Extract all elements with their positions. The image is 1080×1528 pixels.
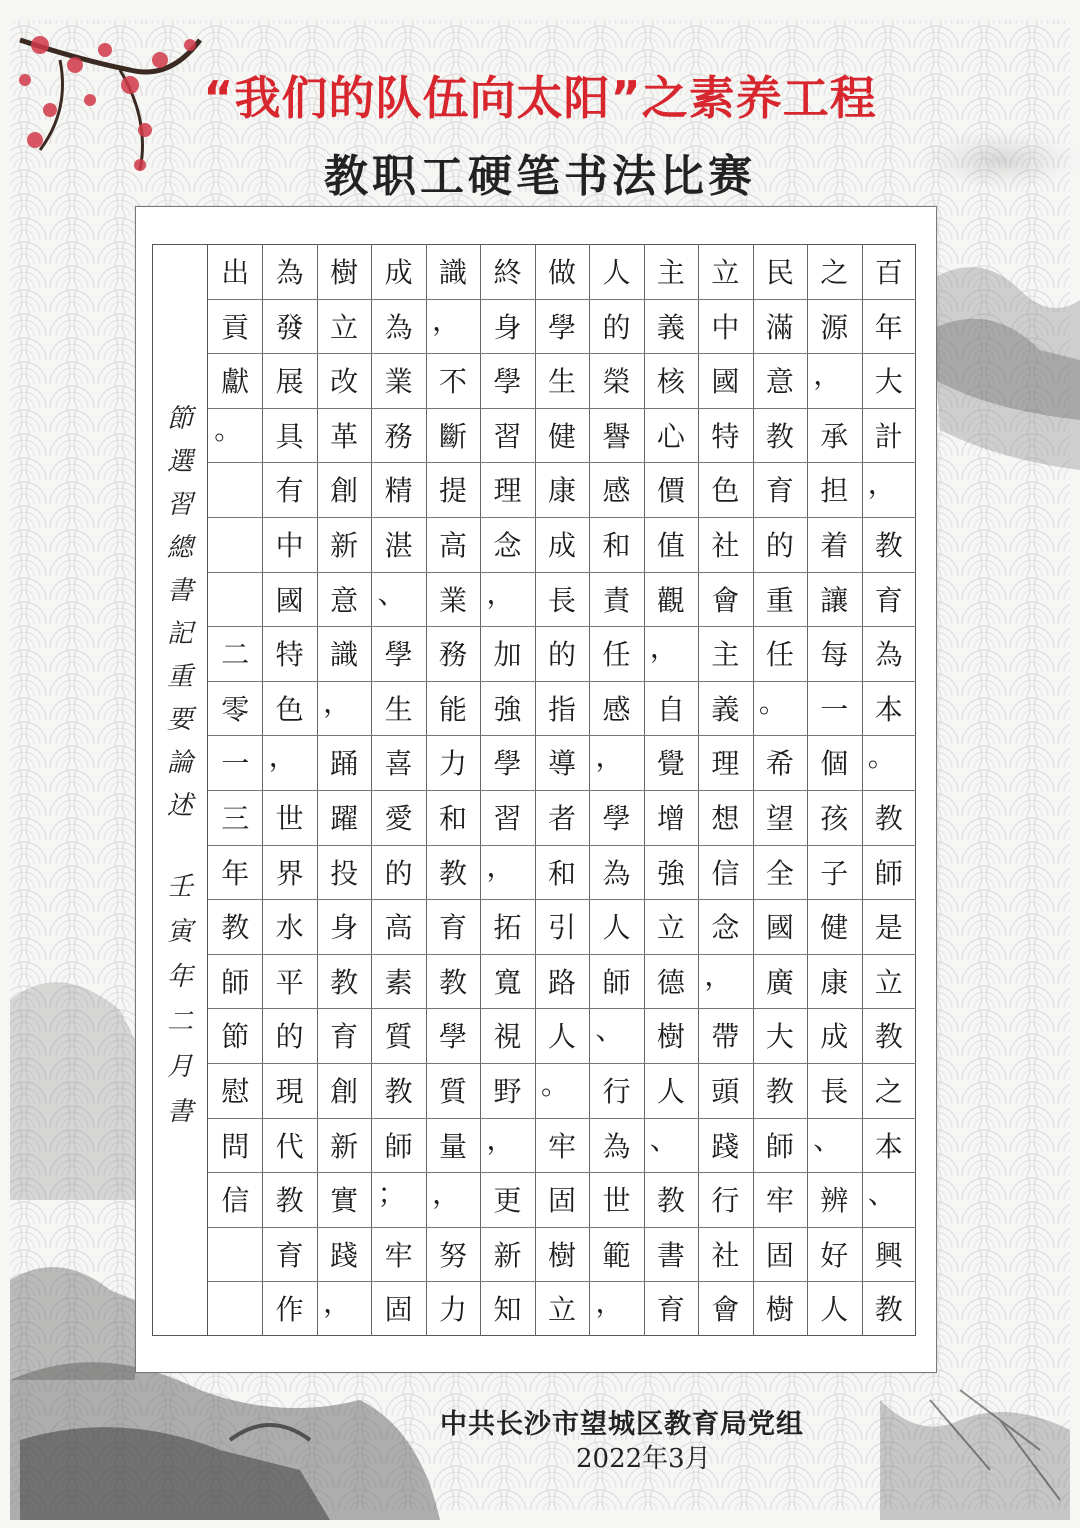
grid-character: 德 — [656, 965, 685, 999]
grid-character: ； — [377, 1177, 406, 1211]
grid-character: 主 — [656, 256, 685, 289]
signature-character: 重 — [166, 662, 193, 692]
grid-character: 意 — [330, 583, 359, 617]
grid-character: 的 — [765, 529, 794, 562]
grid-character: 水 — [275, 911, 304, 945]
grid-character: 教 — [384, 1075, 413, 1108]
grid-character: 師 — [765, 1129, 794, 1163]
grid-character: 責 — [602, 583, 631, 617]
grid-character: 生 — [384, 692, 413, 726]
grid-character: 教 — [330, 965, 359, 999]
grid-character: 世 — [275, 802, 304, 835]
grid-character: 樹 — [765, 1293, 794, 1327]
grid-character: 高 — [439, 529, 468, 562]
grid-character: 育 — [330, 1020, 359, 1054]
grid-character: 興 — [874, 1238, 903, 1272]
grid-character: 讓 — [820, 583, 849, 617]
grid-character: ， — [595, 740, 624, 774]
grid-character: 、 — [813, 1122, 842, 1156]
grid-character: 百 — [874, 256, 903, 289]
grid-character: 為 — [602, 856, 631, 890]
grid-character: 習 — [493, 419, 522, 453]
grid-character: ， — [649, 631, 678, 665]
grid-character: 強 — [493, 692, 522, 726]
grid-character: 信 — [711, 856, 740, 890]
signature-character: 述 — [166, 791, 193, 821]
grid-character: 、 — [867, 1177, 896, 1211]
grid-character: 務 — [384, 419, 413, 453]
grid-character: 榮 — [602, 365, 631, 399]
grid-character: 之 — [874, 1075, 903, 1108]
grid-character: 固 — [384, 1293, 413, 1327]
grid-character: 之 — [820, 256, 849, 289]
grid-character: 全 — [765, 856, 794, 890]
grid-character: 計 — [874, 419, 903, 453]
grid-character: 學 — [384, 638, 413, 672]
grid-character: 教 — [874, 1020, 903, 1054]
grid-character: 教 — [221, 911, 250, 945]
signature-character: 論 — [166, 748, 193, 778]
grid-character: 習 — [493, 802, 522, 835]
signature-character: 習 — [166, 490, 193, 520]
grid-character: 覺 — [656, 747, 685, 781]
grid-character: 務 — [439, 638, 468, 672]
grid-character: 出 — [221, 256, 250, 289]
grid-character: 業 — [439, 583, 468, 617]
grid-character: 是 — [874, 911, 903, 945]
grid-character: 。 — [867, 740, 896, 774]
grid-character: 發 — [275, 310, 304, 344]
grid-character: 的 — [547, 638, 576, 672]
grid-character: 三 — [221, 802, 250, 835]
grid-character: 年 — [221, 856, 250, 890]
grid-character: 學 — [493, 747, 522, 781]
grid-character: 改 — [330, 365, 359, 399]
grid-character: 一 — [221, 747, 250, 781]
grid-character: 想 — [711, 802, 740, 835]
grid-character: 作 — [275, 1293, 304, 1327]
grid-character: 為 — [275, 256, 304, 289]
grid-character: 立 — [711, 256, 740, 289]
grid-character: 人 — [547, 1020, 576, 1054]
grid-character: 教 — [874, 1293, 903, 1327]
grid-character: 喜 — [384, 747, 413, 781]
grid-character: 年 — [874, 310, 903, 344]
grid-character: 着 — [820, 529, 849, 562]
grid-character: 野 — [493, 1075, 522, 1108]
grid-character: 長 — [820, 1075, 849, 1108]
grid-character: 健 — [547, 419, 576, 453]
grid-character: 和 — [602, 529, 631, 562]
grid-character: 廣 — [765, 965, 794, 999]
grid-character: 師 — [384, 1129, 413, 1163]
grid-character: 踐 — [711, 1129, 740, 1163]
grid-character: 的 — [602, 310, 631, 344]
grid-character: 固 — [547, 1184, 576, 1218]
grid-character: 心 — [656, 419, 685, 453]
grid-character: 大 — [874, 365, 903, 399]
grid-character: 的 — [384, 856, 413, 890]
signature-character: 寅 — [166, 917, 193, 947]
grid-character: 世 — [602, 1184, 631, 1218]
grid-character: 感 — [602, 692, 631, 726]
grid-character: 踊 — [330, 747, 359, 781]
grid-character: 子 — [820, 856, 849, 890]
grid-character: 為 — [874, 638, 903, 672]
grid-character: 色 — [275, 692, 304, 726]
grid-character: 核 — [656, 365, 685, 399]
grid-character: 高 — [384, 911, 413, 945]
grid-character: 力 — [439, 1293, 468, 1327]
grid-character: 增 — [656, 802, 685, 835]
grid-character: 和 — [439, 802, 468, 835]
grid-character: 意 — [765, 365, 794, 399]
grid-character: 指 — [547, 692, 576, 726]
grid-character: 會 — [711, 583, 740, 617]
grid-character: 念 — [493, 529, 522, 562]
grid-character: 頭 — [711, 1075, 740, 1108]
grid-character: 康 — [547, 474, 576, 508]
grid-character: ， — [268, 740, 297, 774]
grid-character: 寬 — [493, 965, 522, 999]
footer-date: 2022年3月 — [576, 1444, 711, 1474]
page-title: “我们的队伍向太阳”之素养工程 — [203, 71, 877, 125]
grid-character: ， — [432, 303, 461, 337]
grid-character: 望 — [765, 802, 794, 835]
grid-character: 。 — [758, 685, 787, 719]
grid-character: 價 — [656, 474, 685, 508]
grid-character: 新 — [330, 1129, 359, 1163]
grid-character: 國 — [711, 365, 740, 399]
grid-character: 節 — [221, 1020, 250, 1054]
grid-character: 學 — [602, 802, 631, 835]
grid-character: 強 — [656, 856, 685, 890]
grid-character: 健 — [820, 911, 849, 945]
grid-character: 者 — [547, 802, 576, 835]
grid-character: 行 — [711, 1184, 740, 1218]
grid-character: 教 — [439, 856, 468, 890]
grid-character: 識 — [330, 638, 359, 672]
grid-character — [208, 462, 262, 516]
grid-character: 一 — [820, 692, 849, 726]
grid-character: 源 — [820, 310, 849, 344]
grid-character: 視 — [493, 1020, 522, 1054]
grid-character: 好 — [820, 1238, 849, 1272]
grid-character: 拓 — [493, 911, 522, 945]
grid-character: 樹 — [547, 1238, 576, 1272]
grid-character: 任 — [765, 638, 794, 672]
grid-character: 學 — [439, 1020, 468, 1054]
grid-character: 特 — [275, 638, 304, 672]
grid-character: 國 — [765, 911, 794, 945]
grid-character: 康 — [820, 965, 849, 999]
grid-character: 書 — [656, 1238, 685, 1272]
grid-character: 本 — [874, 1129, 903, 1163]
grid-character: 加 — [493, 638, 522, 672]
grid-character: 感 — [602, 474, 631, 508]
grid-character: 生 — [547, 365, 576, 399]
grid-character: 能 — [439, 692, 468, 726]
grid-character: ， — [867, 467, 896, 501]
grid-character: 革 — [330, 419, 359, 453]
grid-character: 希 — [765, 747, 794, 781]
grid-character: 精 — [384, 474, 413, 508]
grid-character: 帶 — [711, 1020, 740, 1054]
grid-character: 國 — [275, 583, 304, 617]
grid-character: 有 — [275, 474, 304, 508]
grid-character: 立 — [330, 310, 359, 344]
grid-character: 學 — [493, 365, 522, 399]
grid-character: 滿 — [765, 310, 794, 344]
grid-character: 中 — [275, 529, 304, 562]
grid-character: 固 — [765, 1238, 794, 1272]
signature-character: 選 — [166, 447, 193, 477]
page-subtitle: 教职工硬笔书法比赛 — [324, 151, 756, 202]
grid-character: 提 — [439, 474, 468, 508]
grid-character: 創 — [330, 474, 359, 508]
grid-character: 人 — [602, 256, 631, 289]
grid-character: ， — [486, 1122, 515, 1156]
grid-character: 教 — [275, 1184, 304, 1218]
grid-character: ， — [704, 958, 733, 992]
grid-character: 教 — [874, 802, 903, 835]
grid-character: 素 — [384, 965, 413, 999]
grid-character: 問 — [221, 1129, 250, 1163]
grid-character: 育 — [765, 474, 794, 508]
grid-character: 做 — [547, 256, 576, 289]
grid-character: 、 — [649, 1122, 678, 1156]
grid-character: 自 — [656, 692, 685, 726]
grid-character: ， — [486, 849, 515, 883]
grid-character: 個 — [820, 747, 849, 781]
grid-character: 教 — [765, 1075, 794, 1108]
grid-character: 力 — [439, 747, 468, 781]
grid-character: 任 — [602, 638, 631, 672]
grid-character: 創 — [330, 1075, 359, 1108]
grid-character — [208, 1281, 262, 1335]
grid-character: 代 — [275, 1129, 304, 1163]
grid-character: 立 — [874, 965, 903, 999]
grid-character: 。 — [214, 412, 243, 446]
grid-character: 新 — [330, 529, 359, 562]
grid-character: 師 — [221, 965, 250, 999]
grid-character: 孩 — [820, 802, 849, 835]
grid-character: 每 — [820, 638, 849, 672]
grid-character: 斷 — [439, 419, 468, 453]
signature-character: 總 — [166, 533, 193, 563]
signature-character: 月 — [166, 1052, 193, 1082]
grid-character: 現 — [275, 1075, 304, 1108]
grid-character: 立 — [656, 911, 685, 945]
signature-character: 年 — [166, 962, 193, 992]
grid-character: ， — [595, 1286, 624, 1320]
grid-character: 主 — [711, 638, 740, 672]
grid-character: 學 — [547, 310, 576, 344]
grid-character: 師 — [602, 965, 631, 999]
grid-character: 為 — [602, 1129, 631, 1163]
grid-character: 長 — [547, 583, 576, 617]
signature-character: 壬 — [166, 872, 193, 902]
grid-character: 教 — [765, 419, 794, 453]
grid-character: 路 — [547, 965, 576, 999]
grid-character: 平 — [275, 965, 304, 999]
grid-character: 重 — [765, 583, 794, 617]
grid-character: 担 — [820, 474, 849, 508]
grid-character: 師 — [874, 856, 903, 890]
grid-character: 樹 — [330, 256, 359, 289]
mountain-left-art — [10, 982, 135, 1380]
grid-character: 樹 — [656, 1020, 685, 1054]
grid-character: 和 — [547, 856, 576, 890]
grid-character: 不 — [439, 365, 468, 399]
grid-character: 為 — [384, 310, 413, 344]
grid-character: 實 — [330, 1184, 359, 1218]
grid-character: 中 — [711, 310, 740, 344]
grid-character: ， — [813, 358, 842, 392]
grid-character: 色 — [711, 474, 740, 508]
grid-character: 成 — [547, 529, 576, 562]
signature-character: 記 — [166, 619, 193, 649]
grid-character: 導 — [547, 747, 576, 781]
grid-character: 成 — [820, 1020, 849, 1054]
grid-character: 育 — [275, 1238, 304, 1272]
grid-character: 社 — [711, 1238, 740, 1272]
grid-character: 育 — [656, 1293, 685, 1327]
grid-character: 特 — [711, 419, 740, 453]
grid-character: 成 — [384, 256, 413, 289]
grid-character: 人 — [602, 911, 631, 945]
grid-character: 人 — [820, 1293, 849, 1327]
grid-character: 理 — [493, 474, 522, 508]
grid-character: 民 — [765, 256, 794, 289]
grid-character: 牢 — [765, 1184, 794, 1218]
grid-character: 信 — [221, 1184, 250, 1218]
grid-character: 投 — [330, 856, 359, 890]
grid-character: 新 — [493, 1238, 522, 1272]
grid-character: 引 — [547, 911, 576, 945]
grid-character: 界 — [275, 856, 304, 890]
grid-character: 質 — [439, 1075, 468, 1108]
grid-character: 質 — [384, 1020, 413, 1054]
grid-character: 人 — [656, 1075, 685, 1108]
grid-character: ， — [323, 685, 352, 719]
grid-character: 身 — [330, 911, 359, 945]
grid-character: 範 — [602, 1238, 631, 1272]
grid-character: 、 — [595, 1013, 624, 1047]
grid-character: 零 — [221, 692, 250, 726]
grid-character: 牢 — [547, 1129, 576, 1163]
grid-character: ， — [486, 576, 515, 610]
grid-character: 展 — [275, 365, 304, 399]
grid-character: 本 — [874, 692, 903, 726]
grid-character: 知 — [493, 1293, 522, 1327]
signature-character: 書 — [166, 576, 193, 606]
grid-character: 身 — [493, 310, 522, 344]
grid-character: ， — [323, 1286, 352, 1320]
grid-character: 。 — [541, 1068, 570, 1101]
grid-character: 二 — [221, 638, 250, 672]
grid-character: 育 — [439, 911, 468, 945]
grid-character: 育 — [874, 583, 903, 617]
grid-character: 貢 — [221, 310, 250, 344]
signature-character: 要 — [166, 705, 193, 735]
grid-character: 辨 — [820, 1184, 849, 1218]
grid-character: 量 — [439, 1129, 468, 1163]
grid-character: 教 — [439, 965, 468, 999]
grid-character: 終 — [493, 256, 522, 289]
signature-character: 書 — [166, 1097, 193, 1127]
grid-character: 牢 — [384, 1238, 413, 1272]
grid-character: 值 — [656, 529, 685, 562]
grid-character: 具 — [275, 419, 304, 453]
grid-character: 愛 — [384, 802, 413, 835]
grid-character: 理 — [711, 747, 740, 781]
grid-character: 大 — [765, 1020, 794, 1054]
grid-character: 立 — [547, 1293, 576, 1327]
grid-character — [208, 572, 262, 626]
grid-character: 獻 — [221, 365, 250, 399]
grid-character: 的 — [275, 1020, 304, 1054]
grid-character: 社 — [711, 529, 740, 562]
grid-character: 義 — [711, 692, 740, 726]
grid-character — [208, 1227, 262, 1281]
grid-character — [208, 517, 262, 571]
grid-character: 行 — [602, 1075, 631, 1108]
signature-character: 節 — [166, 404, 193, 434]
grid-character: 慰 — [221, 1075, 250, 1108]
grid-character: ， — [432, 1177, 461, 1211]
grid-character: 譽 — [602, 419, 631, 453]
grid-character: 湛 — [384, 529, 413, 562]
grid-character: 踐 — [330, 1238, 359, 1272]
grid-character: 念 — [711, 911, 740, 945]
footer-organization: 中共长沙市望城区教育局党组 — [440, 1409, 804, 1440]
grid-character: 觀 — [656, 583, 685, 617]
signature-character: 二 — [166, 1007, 193, 1037]
grid-character: 識 — [439, 256, 468, 289]
grid-character: 努 — [439, 1238, 468, 1272]
grid-character: 承 — [820, 419, 849, 453]
grid-character: 義 — [656, 310, 685, 344]
grid-character: 躍 — [330, 802, 359, 835]
grid-character: 業 — [384, 365, 413, 399]
grid-character: 更 — [493, 1184, 522, 1218]
grid-character: 教 — [874, 529, 903, 562]
grid-character: 會 — [711, 1293, 740, 1327]
grid-character: 教 — [656, 1184, 685, 1218]
grid-character: 、 — [377, 576, 406, 610]
